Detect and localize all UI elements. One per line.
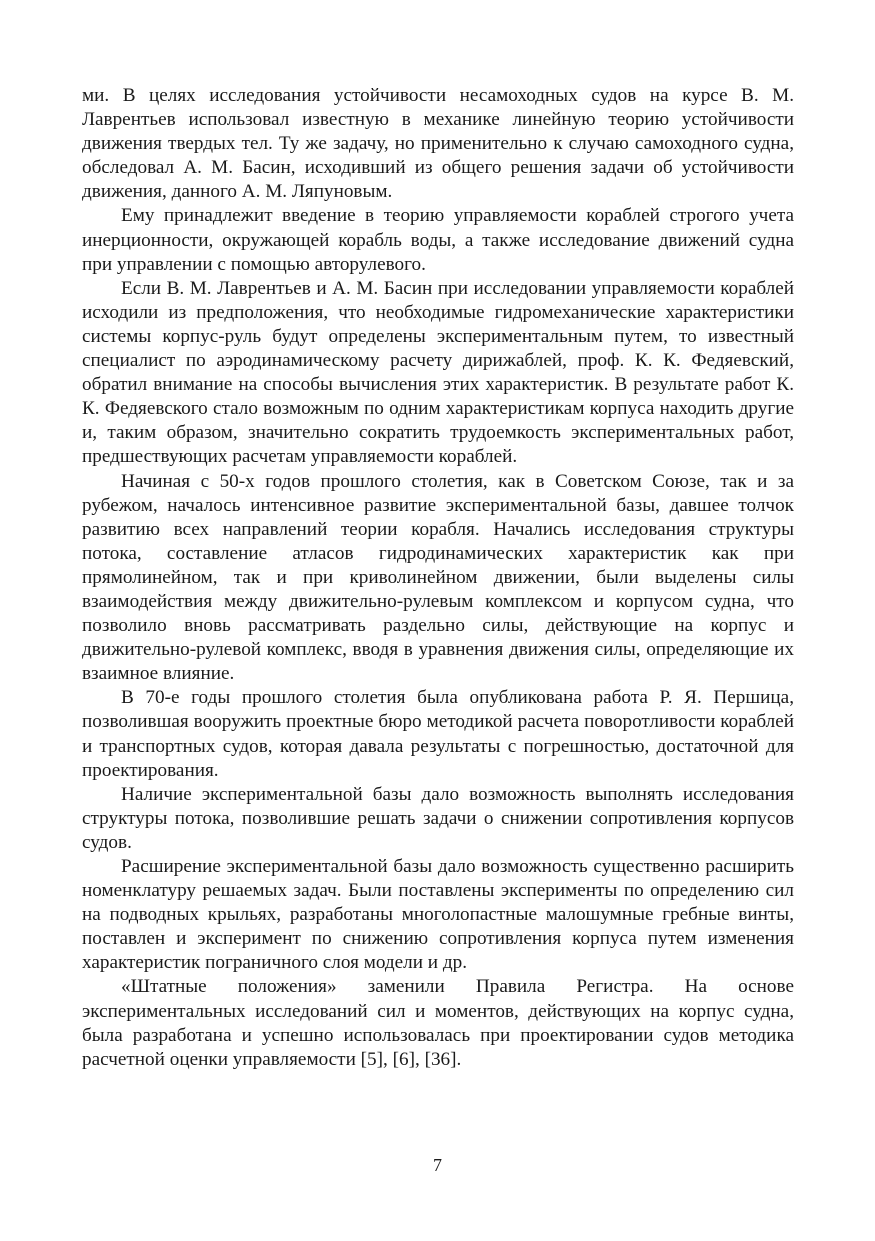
page-number: 7 bbox=[433, 1155, 442, 1175]
paragraph-7: Расширение экспериментальной базы дало возможность существенно расширить номенклатуру решаемых задач. Были поставлены эксперименты по определению сил на подводных крыльях, разработаны многолопастные малошумные гребные винты, поставлен и эксперимент по снижению сопротивления корпуса путем изменения характеристик пограничного слоя модели и др. bbox=[82, 856, 794, 974]
paragraph-6: Наличие экспериментальной базы дало возможность выполнять исследования структуры потока, позволившие решать задачи о снижении сопротивления корпусов судов. bbox=[82, 783, 794, 853]
paragraph-1: ми. В целях исследования устойчивости несамоходных судов на курсе В. М. Лаврентьев использовал известную в механике линейную теорию устойчивости движения твердых тел. Ту же задачу, но применительно к случаю самоходного судна, обследовал А. М. Басин, исходивший из общего решения задачи об устойчивости движения, данного А. М. Ляпуновым. bbox=[82, 85, 794, 203]
paragraph-5: В 70-е годы прошлого столетия была опубликована работа Р. Я. Першица, позволившая вооружить проектные бюро методикой расчета поворотливости кораблей и транспортных судов, которая давала результаты с погрешностью, достаточной для проектирования. bbox=[82, 687, 794, 781]
paragraph-4: Начиная с 50-х годов прошлого столетия, как в Советском Союзе, так и за рубежом, началось интенсивное развитие экспериментальной базы, давшее толчок развитию всех направлений теории корабля. Начались исследования структуры потока, составление атласов гидродинамических характеристик как при прямолинейном, так и при криволинейном движении, были выделены силы взаимодействия между движительно-рулевым комплексом и корпусом судна, что позволило вновь рассматривать раздельно силы, действующие на корпус и движительно-рулевой комплекс, вводя в уравнения движения силы, определяющие их взаимное влияние. bbox=[82, 470, 794, 685]
paragraph-3: Если В. М. Лаврентьев и А. М. Басин при исследовании управляемости кораблей исходили из предположения, что необходимые гидромеханические характеристики системы корпус-руль будут определены экспериментальным путем, то известный специалист по аэродинамическому расчету дирижаблей, проф. К. К. Федяевский, обратил внимание на способы вычисления этих характеристик. В результате работ К. К. Федяевского стало возможным по одним характеристикам корпуса находить другие и, таким образом, значительно сократить трудоемкость экспериментальных работ, предшествующих расчетам управляемости кораблей. bbox=[82, 277, 794, 468]
paragraph-2: Ему принадлежит введение в теорию управляемости кораблей строгого учета инерционности, окружающей корабль воды, а также исследование движений судна при управлении с помощью авторулевого. bbox=[82, 205, 794, 275]
paragraph-8: «Штатные положения» заменили Правила Регистра. На основе экспериментальных исследований сил и моментов, действующих на корпус судна, была разработана и успешно использовалась при проектировании судов методика расчетной оценки управляемости [5], [6], [36]. bbox=[82, 976, 794, 1070]
body-text bbox=[82, 84, 794, 1072]
